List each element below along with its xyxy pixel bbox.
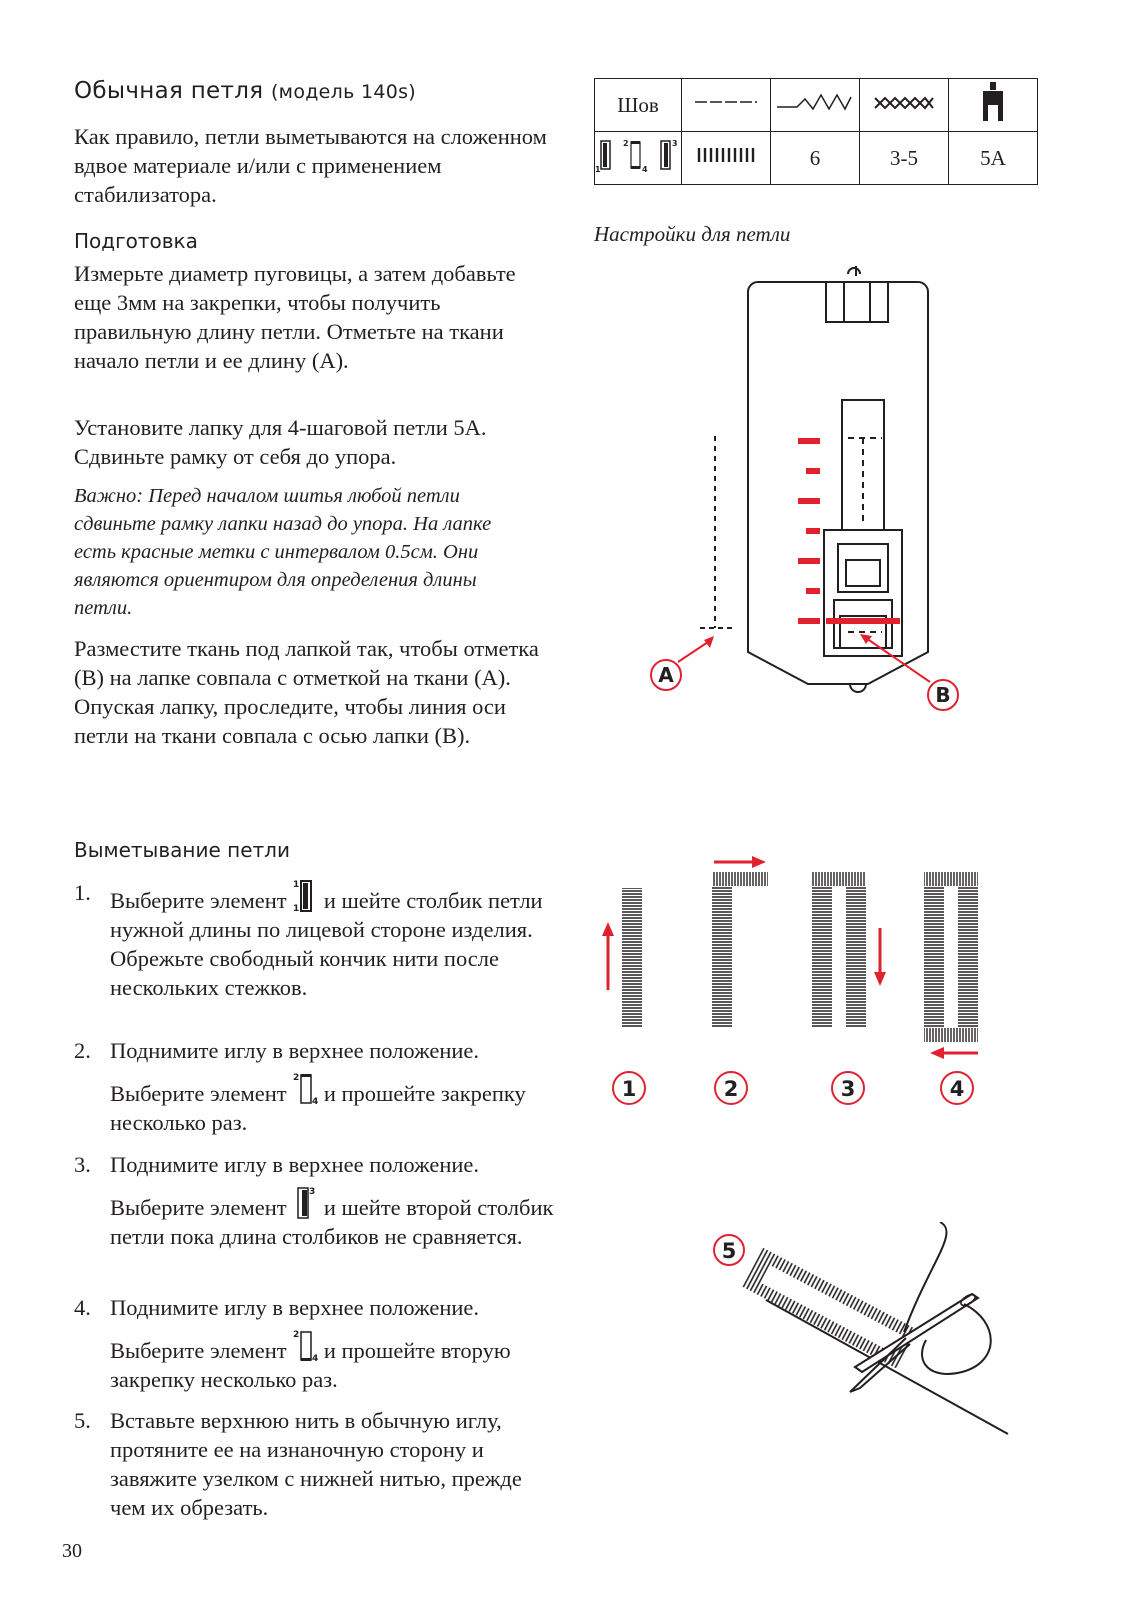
presser-foot-icon bbox=[949, 79, 1038, 132]
icon-digit: 3 bbox=[309, 1187, 316, 1197]
arrow-up-icon bbox=[602, 922, 614, 936]
presser-foot-diagram bbox=[620, 260, 1000, 720]
prep-paragraph-2: Установите лапку для 4-шаговой петли 5А. Сдвиньте рамку от себя до упора. bbox=[74, 415, 487, 469]
step-label-4: 4 bbox=[949, 1077, 965, 1101]
step-label-1: 1 bbox=[621, 1077, 637, 1101]
buttonhole-column-1 bbox=[622, 888, 642, 1028]
buttonhole-step-2-icon bbox=[292, 1071, 318, 1107]
icon-digit: 3 bbox=[672, 139, 678, 148]
icon-digit: 2 bbox=[623, 139, 629, 148]
step-4 bbox=[74, 1293, 554, 1394]
label-b: B bbox=[935, 683, 951, 707]
title-model: (модель 140s) bbox=[270, 81, 417, 103]
settings-table bbox=[594, 78, 1038, 185]
settings-row-values bbox=[595, 132, 1038, 185]
step-text-a: Выберите элемент bbox=[110, 1081, 287, 1106]
step-line: Поднимите иглу в верхнее положение. bbox=[110, 1295, 480, 1320]
settings-caption: Настройки для петли bbox=[594, 222, 791, 246]
arrow-left-icon bbox=[930, 1047, 944, 1059]
settings-row-stitches bbox=[595, 79, 1038, 132]
step-label-2: 2 bbox=[723, 1077, 739, 1101]
icon-digit: 1 bbox=[293, 880, 300, 890]
buttonhole-stitch-icon bbox=[682, 132, 771, 185]
step-5 bbox=[74, 1406, 544, 1522]
step-2 bbox=[74, 1036, 554, 1137]
sew-heading: Выметывание петли bbox=[74, 838, 290, 862]
step-text-b: и прошейте вторую закрепку несколько раз. bbox=[110, 1338, 511, 1392]
step-label-3: 3 bbox=[840, 1077, 856, 1101]
width-value: 6 bbox=[771, 132, 860, 185]
icon-digit: 4 bbox=[312, 1097, 319, 1107]
page-title bbox=[74, 78, 416, 104]
step-text-a: Выберите элемент bbox=[110, 1195, 287, 1220]
foot-value: 5A bbox=[949, 132, 1038, 185]
intro-paragraph: Как правило, петли выметываются на сложенном вдвое материале и/или с применением стабилизатора. bbox=[74, 124, 547, 207]
step-text-b: и прошейте закрепку несколько раз. bbox=[110, 1081, 526, 1135]
zigzag-stitch-icon bbox=[771, 79, 860, 132]
prep-paragraph-3: Разместите ткань под лапкой так, чтобы отметка (B) на лапке совпала с отметкой на ткани (А). Опуская лапку, проследите, чтобы линия оси петли на ткани совпала с осью лапки (B). bbox=[74, 636, 539, 748]
step-number: 2. bbox=[74, 1038, 91, 1063]
buttonhole-sequence-diagram bbox=[590, 848, 1010, 1118]
prep-heading: Подготовка bbox=[74, 229, 198, 253]
icon-digit: 2 bbox=[293, 1073, 300, 1083]
step-line: Поднимите иглу в верхнее положение. bbox=[110, 1038, 480, 1063]
length-value: 3-5 bbox=[860, 132, 949, 185]
buttonhole-step-3-icon bbox=[292, 1185, 318, 1221]
step-number: 4. bbox=[74, 1295, 91, 1320]
icon-digit: 2 bbox=[293, 1330, 300, 1340]
step-number: 5. bbox=[74, 1408, 91, 1433]
stitch-length-icon bbox=[860, 79, 949, 132]
step-text-a: Выберите элемент bbox=[110, 888, 287, 913]
step-label-5: 5 bbox=[721, 1239, 737, 1263]
icon-digit: 4 bbox=[642, 165, 648, 174]
icon-digit: 1 bbox=[595, 165, 601, 174]
straight-stitch-icon bbox=[682, 79, 771, 132]
buttonhole-step-4-icon bbox=[292, 1328, 318, 1364]
buttonhole-icons-cell bbox=[595, 132, 682, 185]
step-number: 3. bbox=[74, 1152, 91, 1177]
step-text: Вставьте верхнюю нить в обычную иглу, протяните ее на изнаночную сторону и завяжите узелком с нижней нитью, прежде чем их обрезать. bbox=[110, 1408, 522, 1520]
title-text: Обычная петля bbox=[74, 78, 264, 104]
prep-paragraph-1: Измерьте диаметр пуговицы, а затем добавьте еще 3мм на закрепки, чтобы получить правильную длину петли. Отметьте на ткани начало петли и ее длину (А). bbox=[74, 261, 516, 373]
page-number: 30 bbox=[62, 1540, 82, 1562]
icon-digit: 1 bbox=[293, 904, 300, 914]
label-a: A bbox=[658, 663, 674, 687]
step-1 bbox=[74, 878, 554, 1002]
step-text-a: Выберите элемент bbox=[110, 1338, 287, 1363]
step-line: Поднимите иглу в верхнее положение. bbox=[110, 1152, 480, 1177]
settings-label: Шов bbox=[595, 79, 682, 132]
arrow-right-icon bbox=[752, 856, 766, 868]
buttonhole-step-1-icon bbox=[292, 878, 318, 914]
step-text-b: и шейте столбик петли нужной длины по лицевой стороне изделия. Обрежьте свободный кончик нити после нескольких стежков. bbox=[110, 888, 543, 1000]
arrow-down-icon bbox=[874, 972, 886, 986]
icon-digit: 4 bbox=[312, 1354, 319, 1364]
thread-knot-diagram bbox=[700, 1222, 1030, 1452]
prep-note: Важно: Перед началом шитья любой петли сдвиньте рамку лапки назад до упора. На лапке есть красные метки с интервалом 0.5см. Они являются ориентиром для определения длины петли. bbox=[74, 485, 492, 619]
step-number: 1. bbox=[74, 880, 91, 905]
step-3 bbox=[74, 1150, 554, 1251]
step-text-b: и шейте второй столбик петли пока длина столбиков не сравняется. bbox=[110, 1195, 554, 1249]
